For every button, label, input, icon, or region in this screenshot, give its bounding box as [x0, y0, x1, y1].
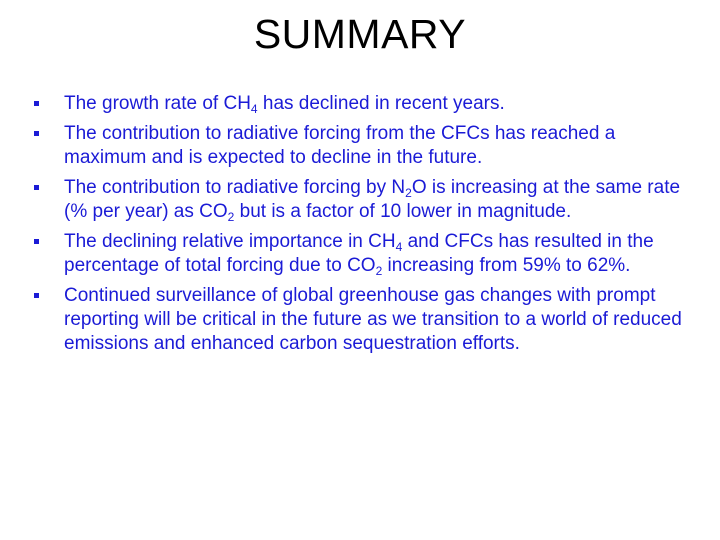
subscript: 2	[375, 264, 383, 278]
bullet-item	[30, 176, 700, 224]
text-segment: O is increasing at the same rate (% per year) as CO	[64, 177, 681, 222]
bullet-item	[30, 92, 700, 116]
bullet-list	[30, 92, 700, 362]
text-segment: The contribution to radiative forcing from the CFCs has reached a maximum and is expected to decline in the future.	[64, 123, 616, 168]
bullet-square-icon	[34, 131, 39, 136]
bullet-text	[64, 93, 505, 114]
bullet-text	[64, 285, 682, 354]
bullet-item	[30, 284, 700, 356]
bullet-item	[30, 122, 700, 170]
subscript: 2	[227, 210, 235, 224]
bullet-text	[64, 177, 680, 222]
text-segment: The contribution to radiative forcing by N	[64, 177, 406, 198]
text-segment: has declined in recent years.	[257, 93, 505, 114]
text-segment: The growth rate of CH	[64, 93, 251, 114]
text-segment: and CFCs has resulted in the percentage of total forcing due to CO	[64, 231, 654, 276]
text-segment: but is a factor of 10 lower in magnitude.	[234, 201, 572, 222]
bullet-square-icon	[34, 293, 39, 298]
text-segment: Continued surveillance of global greenhouse gas changes with prompt reporting will be critical in the future as we transition to a world of reduced emissions and enhanced carbon sequestration efforts.	[64, 285, 682, 354]
bullet-square-icon	[34, 101, 39, 106]
text-segment: The declining relative importance in CH	[64, 231, 396, 252]
bullet-item	[30, 230, 700, 278]
text-segment: increasing from 59% to 62%.	[382, 255, 631, 276]
bullet-square-icon	[34, 239, 39, 244]
bullet-text	[64, 123, 615, 168]
subscript: 4	[250, 102, 258, 116]
bullet-text	[64, 231, 654, 276]
subscript: 4	[395, 240, 403, 254]
subscript: 2	[405, 186, 412, 200]
bullet-square-icon	[34, 185, 39, 190]
slide-title: SUMMARY	[253, 11, 467, 57]
